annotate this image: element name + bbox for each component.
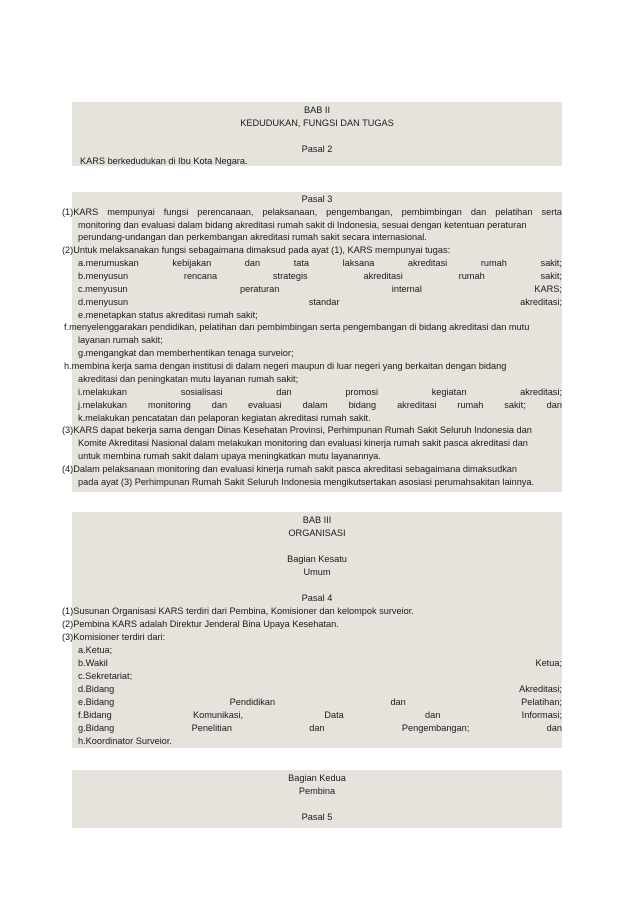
justified-word: kebijakan	[172, 258, 212, 268]
justified-word: Penelitian	[191, 723, 232, 733]
tugas-item-f-line2: layanan rumah sakit;	[78, 335, 163, 345]
komisioner-item-c: c.Sekretariat;	[78, 671, 133, 681]
justified-word: dan	[546, 723, 562, 733]
justified-word: d.Bidang	[78, 684, 115, 694]
tugas-item-b	[78, 270, 562, 283]
pasal3-heading: Pasal 3	[301, 194, 333, 204]
tugas-item-h-line2: akreditasi dan peningkatan mutu layanan rumah sakit;	[78, 374, 299, 384]
justified-word: akreditasi;	[520, 387, 562, 397]
pasal3-ayat1-line3: perundang-undangan dan perkembangan akreditasi rumah sakit secara internasional.	[78, 232, 427, 242]
bab3-title: BAB III	[302, 515, 332, 525]
justified-word: serta	[541, 207, 562, 217]
tugas-item-h-line1: h.membina kerja sama dengan institusi di dalam negeri maupun di luar negeri yang berkaitan dengan bidang	[64, 361, 507, 371]
justified-word: dan	[425, 710, 441, 720]
komisioner-item-g	[78, 722, 562, 735]
bagian1-heading: Bagian Kesatu	[287, 554, 347, 564]
komisioner-item-a: a.Ketua;	[78, 645, 113, 655]
tugas-item-a	[78, 257, 562, 270]
justified-word: (1)KARS	[62, 207, 99, 217]
justified-word: e.Bidang	[78, 697, 115, 707]
justified-word: Pendidikan	[229, 697, 276, 707]
pasal4-ayat2: (2)Pembina KARS adalah Direktur Jenderal Bina Upaya Kesehatan.	[62, 619, 339, 629]
justified-word: i.melakukan	[78, 387, 128, 397]
tugas-item-i	[78, 386, 562, 399]
pasal4-ayat1: (1)Susunan Organisasi KARS terdiri dari Pembina, Komisioner dan kelompok surveior.	[62, 606, 414, 616]
tugas-item-d	[78, 296, 562, 309]
tugas-item-g: g.mengangkat dan memberhentikan tenaga surveior;	[78, 348, 294, 358]
justified-word: a.merumuskan	[78, 258, 139, 268]
justified-word: g.Bidang	[78, 723, 115, 733]
tugas-item-c	[78, 283, 562, 296]
pasal3-ayat2: (2)Untuk melaksanakan fungsi sebagaimana dimaksud pada ayat (1), KARS mempunyai tugas:	[62, 245, 451, 255]
justified-word: sakit;	[540, 271, 562, 281]
justified-word: peraturan	[240, 284, 280, 294]
justified-word: rumah	[458, 271, 485, 281]
justified-word: standar	[308, 297, 340, 307]
justified-word: Akreditasi;	[519, 684, 562, 694]
komisioner-item-h: h.Koordinator Surveior.	[78, 736, 172, 746]
justified-word: sosialisasi	[180, 387, 223, 397]
tugas-item-e: e.menetapkan status akreditasi rumah sakit;	[78, 310, 258, 320]
komisioner-item-e	[78, 696, 562, 709]
pasal3-ayat3-line1: (3)KARS dapat bekerja sama dengan Dinas Kesehatan Provinsi, Perhimpunan Rumah Sakit Seluruh Indonesia dan	[62, 425, 532, 435]
justified-word: c.menyusun	[78, 284, 128, 294]
justified-word: b.menyusun	[78, 271, 129, 281]
bagian2-subtitle: Pembina	[298, 786, 336, 796]
bagian2-heading: Bagian Kedua	[288, 773, 346, 783]
komisioner-item-d	[78, 683, 562, 696]
justified-word: Data	[324, 710, 344, 720]
pasal5-heading: Pasal 5	[301, 812, 333, 822]
justified-word: dan	[546, 400, 562, 410]
justified-word: laksana	[342, 258, 375, 268]
pasal3-ayat4-line2: pada ayat (3) Perhimpunan Rumah Sakit Seluruh Indonesia mengikutsertakan asosiasi perumahsakitan lainnya.	[78, 477, 535, 487]
tugas-item-f-line1: f.menyelenggarakan pendidikan, pelatihan dan pembimbingan serta pengembangan di bidang akreditasi dan mutu	[64, 322, 530, 332]
bab2-title: BAB II	[303, 105, 331, 115]
justified-word: Ketua;	[535, 658, 562, 668]
tugas-item-j	[78, 399, 562, 412]
justified-word: sakit;	[540, 258, 562, 268]
justified-word: akreditasi	[397, 400, 437, 410]
pasal2-text: KARS berkedudukan di Ibu Kota Negara.	[80, 156, 248, 166]
pasal3-ayat1-line1	[62, 206, 562, 219]
justified-word: pembimbingan	[401, 207, 462, 217]
justified-word: j.melakukan	[78, 400, 128, 410]
justified-word: promosi	[345, 387, 378, 397]
justified-word: bidang	[348, 400, 377, 410]
justified-word: monitoring	[147, 400, 191, 410]
justified-word: f.Bidang	[78, 710, 112, 720]
justified-word: dan	[309, 723, 325, 733]
justified-word: KARS;	[534, 284, 562, 294]
justified-word: dan	[390, 697, 406, 707]
justified-word: rencana	[183, 271, 218, 281]
pasal2-heading: Pasal 2	[301, 144, 333, 154]
justified-word: akreditasi	[407, 258, 448, 268]
justified-word: rumah	[480, 258, 507, 268]
justified-word: akreditasi;	[520, 297, 562, 307]
pasal4-ayat3: (3)Komisioner terdiri dari:	[62, 632, 166, 642]
justified-word: Pengembangan;	[401, 723, 470, 733]
justified-word: sakit;	[504, 400, 526, 410]
justified-word: akreditasi	[363, 271, 403, 281]
pasal3-ayat3-line2: Komite Akreditasi Nasional dalam melakukan monitoring dan evaluasi kinerja rumah sakit pasca akreditasi dan	[78, 438, 528, 448]
pasal4-heading: Pasal 4	[301, 593, 333, 603]
komisioner-item-f	[78, 709, 562, 722]
justified-word: rumah	[457, 400, 484, 410]
justified-word: Komunikasi,	[193, 710, 244, 720]
justified-word: dan	[276, 387, 292, 397]
pasal3-ayat3-line3: untuk membina rumah sakit dalam upaya meningkatkan mutu layanannya.	[78, 451, 381, 461]
komisioner-item-b	[78, 657, 562, 670]
justified-word: dan	[470, 207, 487, 217]
justified-word: dan	[244, 258, 261, 268]
justified-word: strategis	[272, 271, 308, 281]
justified-word: kegiatan	[431, 387, 467, 397]
bagian1-subtitle: Umum	[303, 567, 331, 577]
justified-word: mempunyai	[107, 207, 155, 217]
justified-word: pelaksanaan,	[262, 207, 318, 217]
justified-word: pengembangan,	[326, 207, 393, 217]
bab2-subtitle: KEDUDUKAN, FUNGSI DAN TUGAS	[240, 118, 394, 128]
justified-word: evaluasi	[248, 400, 282, 410]
tugas-item-k: k.melakukan pencatatan dan pelaporan kegiatan akreditasi rumah sakit.	[78, 413, 371, 423]
justified-word: tata	[293, 258, 310, 268]
justified-word: internal	[391, 284, 422, 294]
pasal3-ayat4-line1: (4)Dalam pelaksanaan monitoring dan evaluasi kinerja rumah sakit pasca akreditasi sebagaimana dimaksudkan	[62, 464, 518, 474]
justified-word: Informasi;	[521, 710, 562, 720]
pasal3-ayat1-line2: monitoring dan evaluasi dalam bidang akreditasi rumah sakit di Indonesia, sesuai dengan ketentuan peraturan	[78, 220, 527, 230]
justified-word: dan	[211, 400, 228, 410]
justified-word: d.menyusun	[78, 297, 129, 307]
justified-word: Pelatihan;	[521, 697, 562, 707]
justified-word: dalam	[302, 400, 328, 410]
bab3-subtitle: ORGANISASI	[288, 528, 346, 538]
justified-word: fungsi	[163, 207, 189, 217]
justified-word: pelatihan	[495, 207, 533, 217]
justified-word: b.Wakil	[78, 658, 108, 668]
justified-word: perencanaan,	[197, 207, 254, 217]
